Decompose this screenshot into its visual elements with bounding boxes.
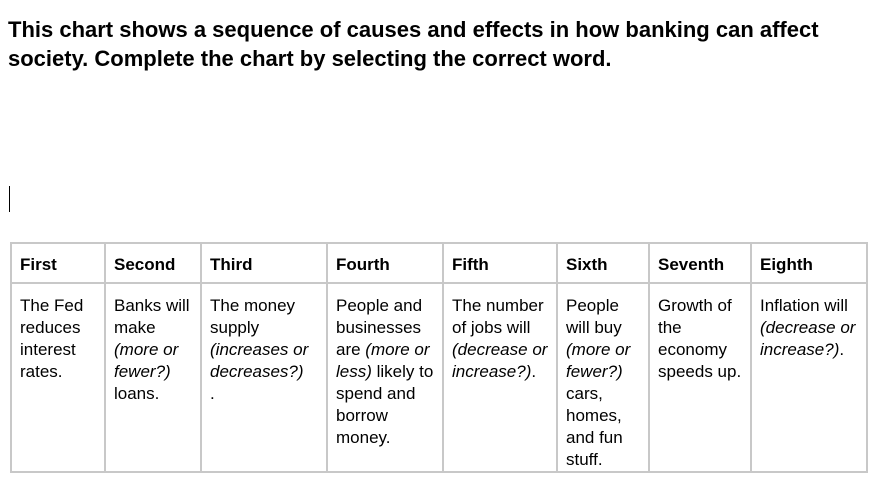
choice-prompt: (more or less) [336,340,430,381]
header-fourth: Fourth [327,243,443,283]
cell-text: People and businesses are [336,296,423,359]
header-third: Third [201,243,327,283]
cell-text: Inflation will [760,296,848,315]
cell-text: The number of jobs will [452,296,544,337]
cell-fourth[interactable] [327,283,443,472]
instructions-heading: This chart shows a sequence of causes and effects in how banking can affect society. Complete the chart by selecting the correct word. [8,17,819,71]
cell-text: . [839,340,845,359]
cell-third[interactable] [201,283,327,472]
cell-sixth[interactable] [557,283,649,472]
cell-text: . [531,362,537,381]
cause-effect-chart [10,242,868,473]
choice-prompt: (more or fewer?) [566,340,631,381]
cell-text: The Fed reduces interest rates. [20,296,84,381]
choice-prompt: (more or fewer?) [114,340,179,381]
text-cursor [9,186,10,212]
cell-fifth[interactable] [443,283,557,472]
header-sixth: Sixth [557,243,649,283]
header-seventh: Seventh [649,243,751,283]
cell-text: People will buy [566,296,622,337]
header-second: Second [105,243,201,283]
cell-text: . [210,384,215,403]
header-fifth: Fifth [443,243,557,283]
cell-text: loans. [114,384,160,403]
cell-seventh[interactable] [649,283,751,472]
cell-text: cars, homes, and fun stuff. [566,384,623,469]
choice-prompt: (increases or decreases?) [210,340,309,381]
header-eighth: Eighth [751,243,867,283]
content-row [11,283,867,472]
cell-eighth[interactable] [751,283,867,472]
cell-text: Banks will make [114,296,190,337]
cell-text: likely to spend and borrow money. [336,362,434,447]
cell-first[interactable] [11,283,105,472]
header-first: First [11,243,105,283]
choice-prompt: (decrease or increase?) [452,340,548,381]
cell-text: The money supply [210,296,296,337]
choice-prompt: (decrease or increase?) [760,318,856,359]
cell-second[interactable] [105,283,201,472]
cell-text: Growth of the economy speeds up. [658,296,742,381]
header-row [11,243,867,283]
